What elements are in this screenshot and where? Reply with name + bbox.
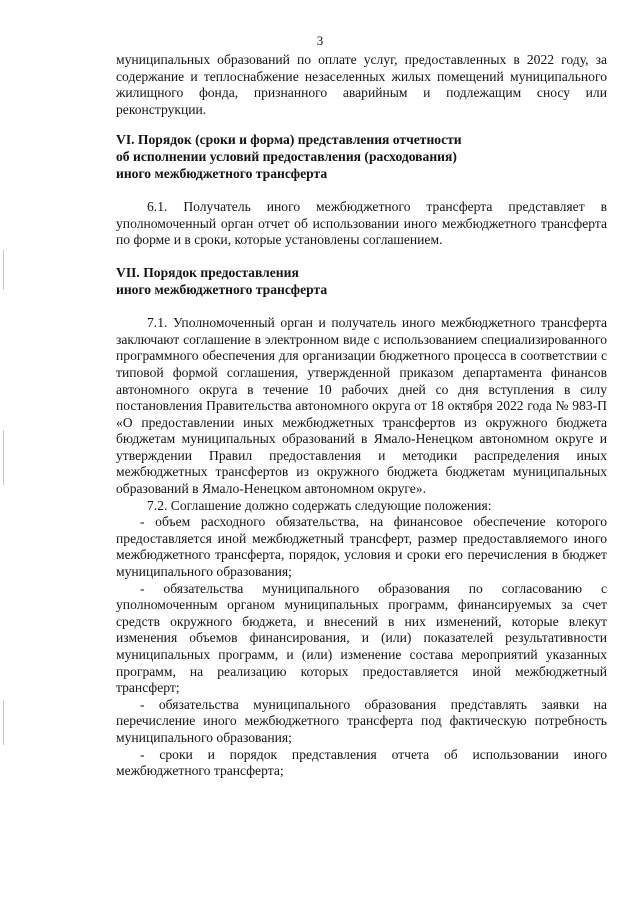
paragraph-6-1: 6.1. Получатель иного межбюджетного трансферта представляет в уполномоченный орган отчет об использовании иного межбюджетного трансферта по форме и в сроки, которые установлены соглашением. <box>116 199 607 248</box>
scan-edge-mark <box>3 430 4 485</box>
list-item: - обязательства муниципального образования представлять заявки на перечисление иного межбюджетного трансферта под фактическую потребность муниципального образования; <box>116 696 607 745</box>
list-item: - объем расходного обязательства, на финансовое обеспечение которого предоставляется иной межбюджетный трансферт, размер предоставляемого иного межбюджетного трансферта, порядок, условия и сроки его перечисления в бюджет муниципального образования; <box>116 514 607 580</box>
document-body <box>116 52 607 780</box>
section-7-title-line: VII. Порядок предоставления <box>116 264 299 280</box>
intro-paragraph: муниципальных образований по оплате услуг, предоставленных в 2022 году, за содержание и теплоснабжение незаселенных жилых помещений муниципального жилищного фонда, признанного аварийным и подлежащим сносу или реконструкции. <box>116 52 607 117</box>
list-item: - обязательства муниципального образования по согласованию с уполномоченным органом муниципальных программ, финансируемых за счет средств окружного бюджета, и внесений в них изменений, которые влекут изменения объемов финансирования, и (или) показателей результативности муниципальных программ, и (или) изменение состава мероприятий указанных программ, на реализацию которых предоставляется иной межбюджетный трансферт; <box>116 580 607 696</box>
section-7-heading <box>116 265 607 298</box>
scan-edge-mark <box>3 250 4 290</box>
paragraph-7-2: 7.2. Соглашение должно содержать следующие положения: <box>147 497 492 513</box>
page-number: 3 <box>316 33 324 48</box>
section-6-title-line: VI. Порядок (сроки и форма) представления отчетности <box>116 132 462 148</box>
section-6-title-line: иного межбюджетного трансферта <box>116 165 328 181</box>
section-6-heading <box>116 132 607 182</box>
list-item: - сроки и порядок представления отчета об использовании иного межбюджетного трансферта; <box>116 746 607 779</box>
section-7-title-line: иного межбюджетного трансферта <box>116 281 328 297</box>
section-6-title-line: об исполнении условий предоставления (расходования) <box>116 148 457 164</box>
scan-edge-mark <box>3 700 4 745</box>
paragraph-7-1: 7.1. Уполномоченный орган и получатель иного межбюджетного трансферта заключают соглашение в электронном виде с использованием специализированного программного обеспечения для организации бюджетного процесса в соответствии с типовой формой соглашения, утвержденной приказом департамента финансов автономного округа в течение 10 рабочих дней со дня вступления в силу постановления Правительства автономного округа от 18 октября 2022 года № 983-П «О предоставлении иных межбюджетных трансфертов из окружного бюджета бюджетам муниципальных образований в Ямало-Ненецком автономном округе и утверждении Правил предоставления и методики распределения иных межбюджетных трансфертов из окружного бюджета бюджетам муниципальных образований в Ямало-Ненецком автономном округе». <box>116 315 607 497</box>
